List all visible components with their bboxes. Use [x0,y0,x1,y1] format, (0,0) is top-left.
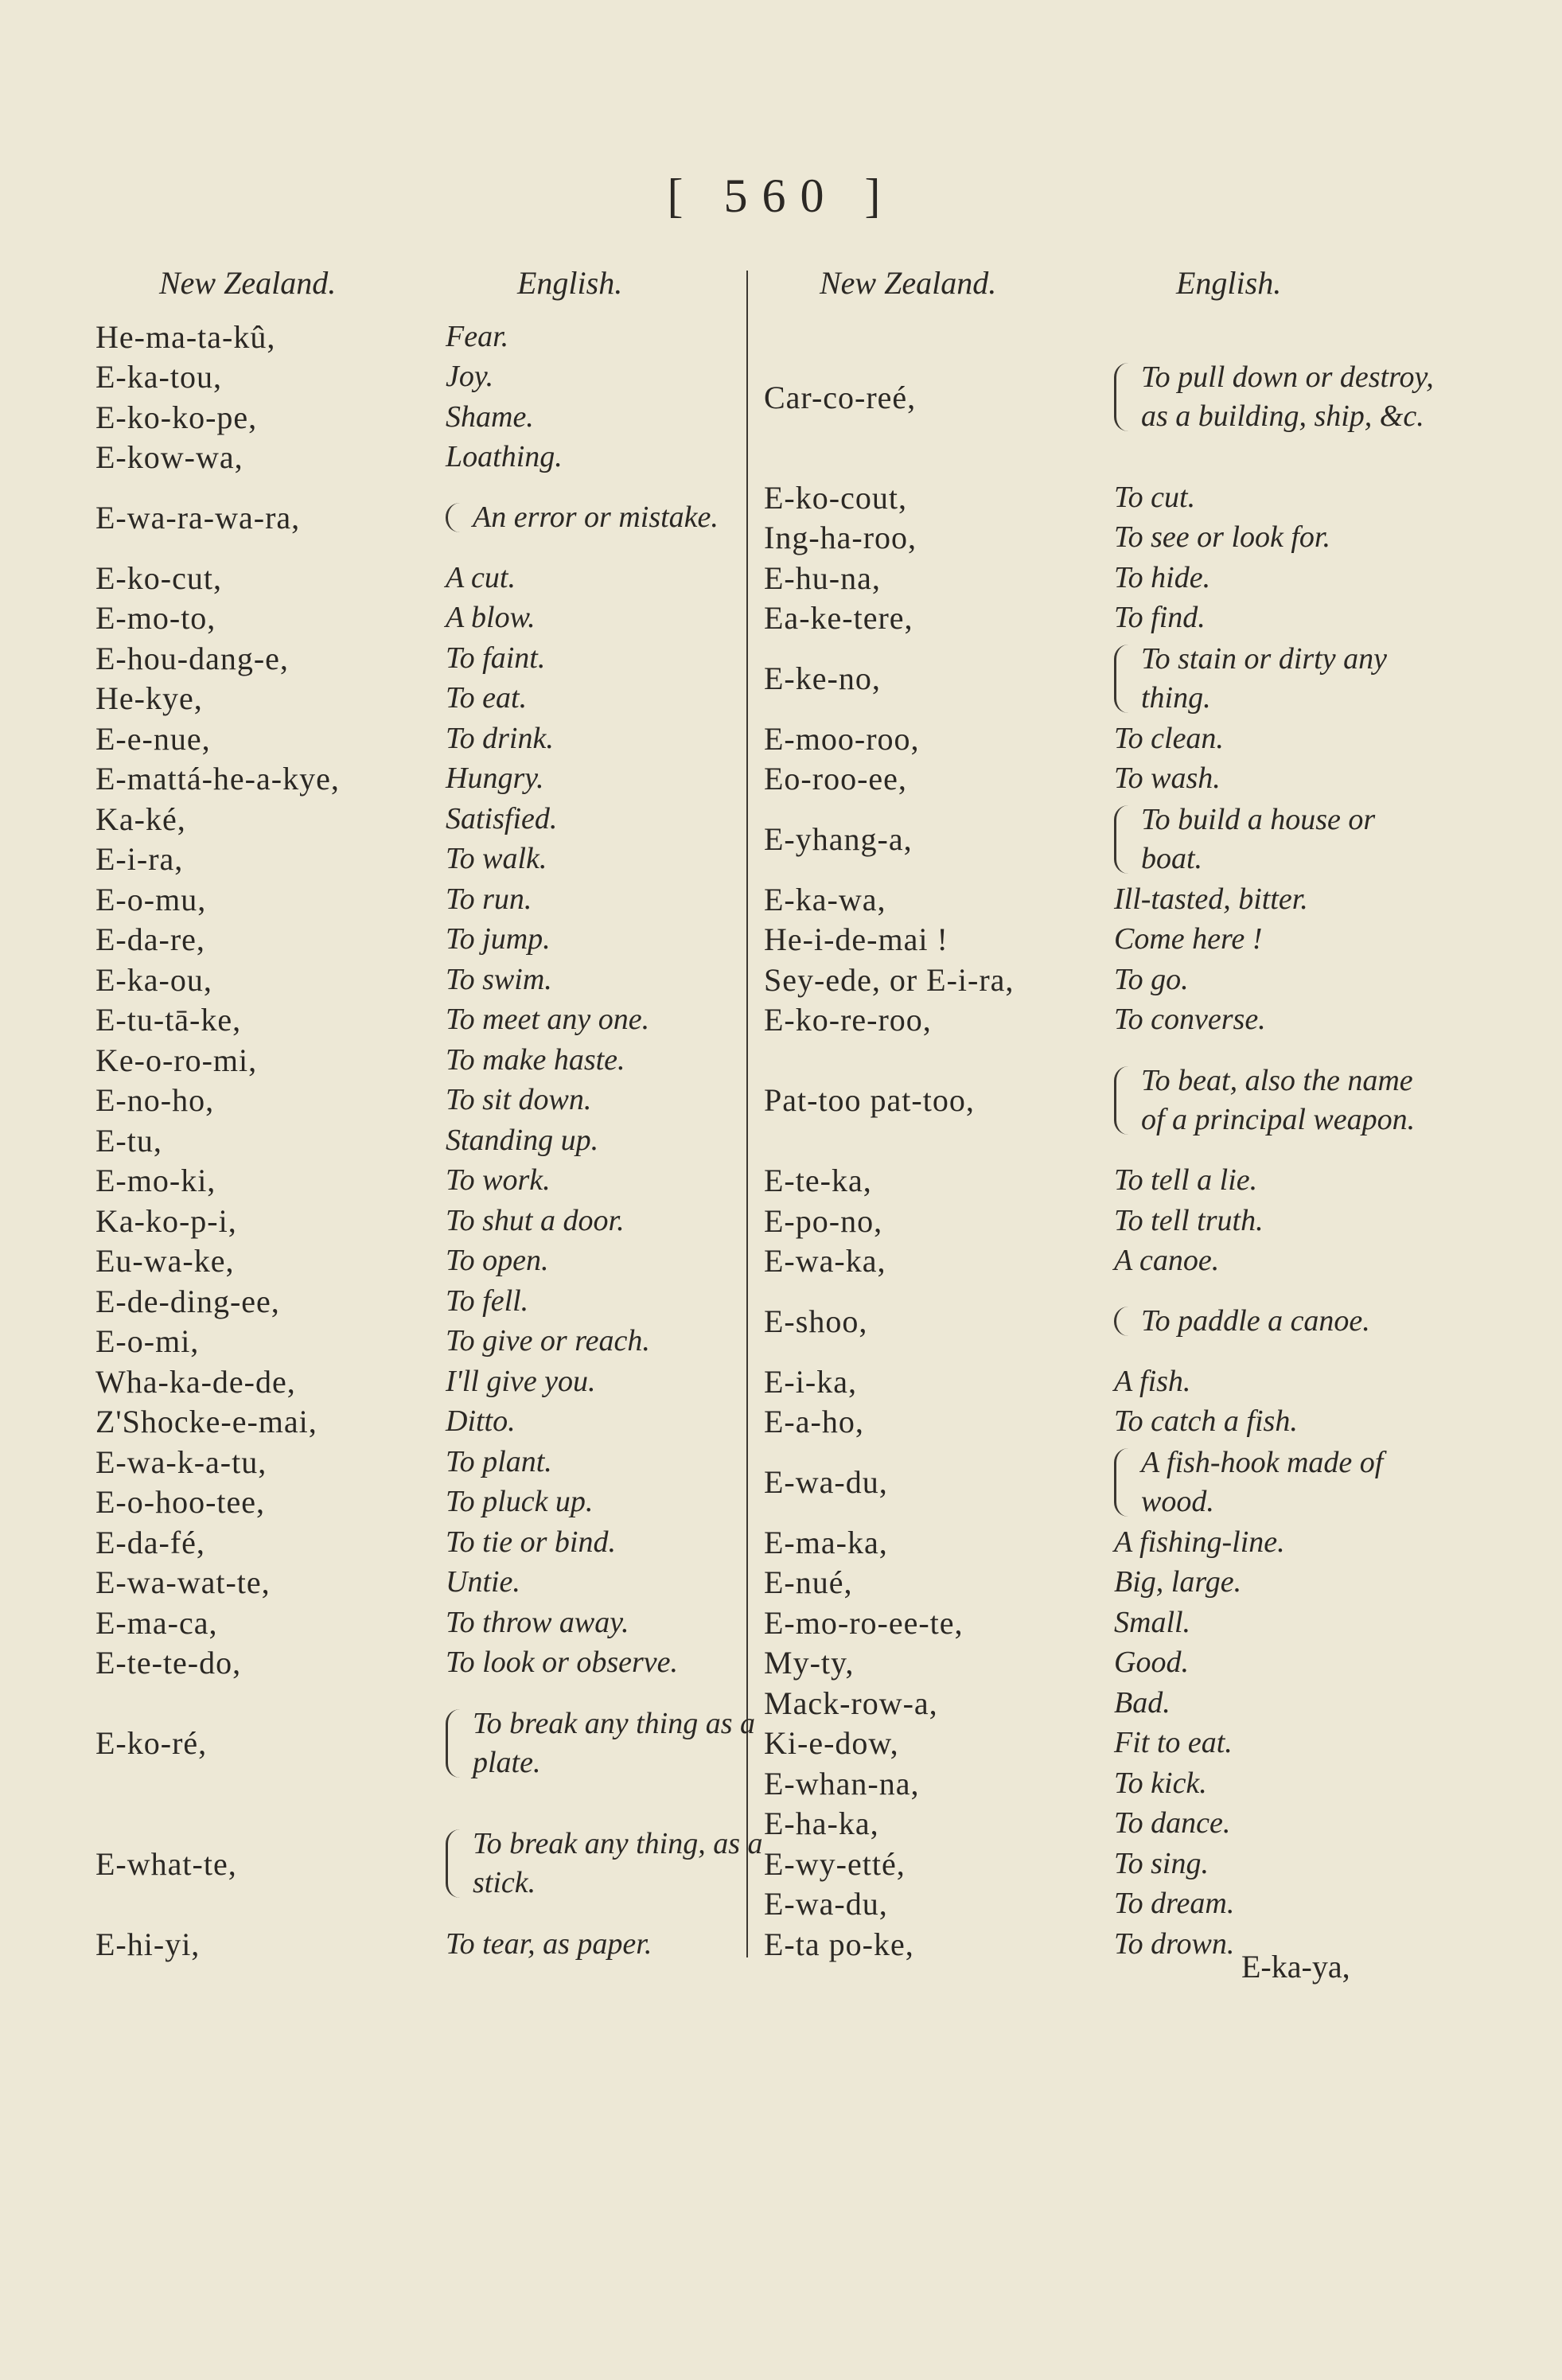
new-zealand-word: Pat-too pat-too, [764,1082,975,1119]
new-zealand-word: E-wa-du, [764,1886,888,1922]
vocab-entry [764,1643,1435,1684]
english-text: To wash. [1114,762,1221,796]
english-meaning [1114,759,1408,798]
new-zealand-word: E-a-ho, [764,1404,864,1440]
new-zealand-word: E-ha-ka, [764,1805,879,1842]
vocab-entry [764,1844,1435,1884]
english-text: To tear, as paper. [446,1926,652,1961]
new-zealand-word: E-moo-roo, [764,720,920,757]
vocab-entry [95,357,767,398]
new-zealand-word: E-what-te, [95,1845,237,1882]
vocab-entry [764,1563,1435,1603]
new-zealand-word: Ka-ko-p-i, [95,1202,237,1239]
vocab-entry [95,1563,767,1603]
english-meaning [446,1121,740,1160]
english-text: A fish. [1114,1364,1191,1398]
vocab-entry [95,960,767,1000]
english-meaning [1114,478,1408,517]
vocab-entry [764,558,1435,598]
new-zealand-word: E-shoo, [764,1303,868,1339]
new-zealand-word: My-ty, [764,1645,855,1681]
vocab-entry [95,1281,767,1322]
english-text: Joy. [446,360,494,394]
vocab-entry [95,1683,767,1804]
new-zealand-word: Ing-ha-roo, [764,520,917,556]
vocab-entry [764,518,1435,559]
english-meaning [446,1704,767,1782]
english-text: To faint. [446,641,546,675]
english-meaning [446,438,740,477]
new-zealand-word: He-i-de-mai ! [764,921,948,958]
vocab-entry [764,1763,1435,1804]
english-text: To make haste. [446,1042,625,1077]
vocab-entry [95,719,767,759]
new-zealand-word: Wha-ka-de-de, [95,1363,296,1400]
new-zealand-word: Eu-wa-ke, [95,1243,235,1280]
header-right-english: English. [1176,265,1282,301]
english-text: To pluck up. [446,1485,594,1519]
english-text: To hide. [1114,560,1211,594]
new-zealand-word: Sey-ede, or E-i-ra, [764,961,1015,998]
english-text: To tell truth. [1114,1203,1264,1237]
english-text: To see or look for. [1114,520,1331,555]
vocab-entry [764,1884,1435,1925]
vocab-entry [95,1442,767,1482]
vocab-entry [95,679,767,719]
english-text: A cut. [446,560,516,594]
new-zealand-word: E-de-ding-ee, [95,1283,280,1319]
vocab-entry [95,1643,767,1684]
english-meaning [446,1202,740,1241]
vocab-entry [95,1603,767,1643]
english-text: Bad. [1114,1685,1171,1720]
english-meaning [1114,960,1408,999]
right-vocabulary-list [764,317,1435,1965]
vocab-entry [764,477,1435,518]
brace [1114,805,1132,874]
english-text: Untie. [446,1565,520,1599]
new-zealand-word: E-mattá-he-a-kye, [95,761,340,797]
vocab-entry [95,638,767,679]
vocab-entry [764,1603,1435,1643]
english-meaning [1114,800,1435,878]
new-zealand-word: Eo-roo-ee, [764,761,907,797]
english-meaning [1114,1241,1408,1280]
new-zealand-word: E-kow-wa, [95,439,243,476]
english-meaning [1114,1724,1408,1763]
new-zealand-word: E-mo-ro-ee-te, [764,1604,964,1641]
english-meaning [446,598,740,637]
english-text: To shut a door. [446,1203,625,1237]
brace [446,1829,464,1898]
new-zealand-word: E-wa-wat-te, [95,1564,271,1601]
english-text: To clean. [1114,721,1224,755]
english-text: To jump. [446,922,551,956]
new-zealand-word: E-wa-k-a-tu, [95,1443,267,1480]
english-text: To dream. [1114,1887,1235,1921]
english-text: Ditto. [446,1404,516,1439]
brace [446,1709,464,1778]
new-zealand-word: E-o-mu, [95,881,207,917]
english-meaning [446,759,740,798]
english-meaning [446,1282,740,1321]
new-zealand-word: E-i-ka, [764,1363,857,1400]
english-text: To build a house or boat. [1141,802,1376,875]
english-meaning [446,639,740,678]
english-text: To swim. [446,962,552,996]
english-text: To meet any one. [446,1003,650,1037]
new-zealand-word: E-o-mi, [95,1323,200,1360]
english-meaning [446,880,740,919]
new-zealand-word: E-tu-tā-ke, [95,1002,242,1038]
new-zealand-word: E-i-ra, [95,841,184,878]
english-meaning [446,1482,740,1521]
english-meaning [446,1443,740,1482]
english-text: To eat. [446,681,528,715]
vocab-entry [764,1804,1435,1844]
vocab-entry [95,558,767,598]
english-text: To beat, also the name of a principal weapon. [1141,1063,1416,1136]
english-meaning [1114,1603,1408,1642]
english-meaning [1114,1302,1435,1341]
new-zealand-word: E-nué, [764,1564,853,1601]
english-text: To throw away. [446,1605,629,1639]
english-meaning [1114,518,1408,557]
vocab-entry [95,1361,767,1402]
vocab-entry [95,438,767,478]
brace [1114,363,1132,431]
english-meaning [1114,559,1408,598]
english-text: To break any thing, as a stick. [473,1827,763,1900]
new-zealand-word: E-ka-wa, [764,881,886,917]
vocab-entry [95,1161,767,1202]
english-meaning [446,1161,740,1200]
vocab-entry [764,1522,1435,1563]
new-zealand-word: E-ko-ré, [95,1725,208,1762]
english-meaning [446,1000,740,1039]
english-text: Fear. [446,319,509,353]
vocab-entry [764,1201,1435,1241]
english-text: To break any thing as a plate. [473,1706,756,1779]
new-zealand-word: E-ko-cout, [764,479,907,516]
vocab-entry [95,1000,767,1041]
english-meaning [1114,1202,1408,1241]
english-text: Hungry. [446,762,544,796]
vocab-entry [95,1402,767,1443]
english-text: An error or mistake. [473,501,719,534]
english-meaning [446,1322,740,1361]
vocab-entry [764,1683,1435,1724]
english-text: To give or reach. [446,1324,650,1358]
english-text: To open. [446,1244,549,1278]
english-text: Small. [1114,1605,1191,1639]
english-text: A canoe. [1114,1244,1220,1278]
english-meaning [446,1362,740,1401]
vocab-entry [95,477,767,558]
brace [446,503,464,532]
vocab-entry [764,1161,1435,1202]
english-meaning [1114,1443,1435,1521]
vocab-entry [95,799,767,839]
english-meaning [446,839,740,878]
new-zealand-word: E-hu-na, [764,559,881,596]
new-zealand-word: E-da-fé, [95,1524,205,1560]
vocab-entry [764,1241,1435,1282]
vocab-entry [764,598,1435,639]
vocab-entry [95,1040,767,1081]
new-zealand-word: He-ma-ta-kû, [95,318,276,355]
vocab-entry [95,1322,767,1362]
vocab-entry [95,1081,767,1121]
new-zealand-word: E-mo-to, [95,600,216,637]
new-zealand-word: Car-co-reé, [764,379,917,415]
english-meaning [1114,1563,1408,1602]
english-meaning [446,1925,740,1964]
vocab-entry [95,1804,767,1925]
english-meaning [1114,1362,1408,1401]
english-text: To cut. [1114,480,1196,514]
vocab-entry [764,1000,1435,1041]
english-meaning [446,1825,767,1903]
new-zealand-word: E-ko-re-roo, [764,1002,932,1038]
new-zealand-word: Z'Shocke-e-mai, [95,1404,317,1440]
new-zealand-word: E-hi-yi, [95,1926,201,1962]
header-right-new-zealand: New Zealand. [820,265,997,301]
english-text: To run. [446,882,532,916]
english-meaning [1114,1844,1408,1883]
english-text: To fell. [446,1283,529,1318]
english-meaning [446,559,740,598]
english-meaning [1114,1764,1408,1803]
new-zealand-word: He-kye, [95,680,203,717]
vocab-entry [95,1201,767,1241]
vocab-entry [764,638,1435,719]
vocab-entry [95,1120,767,1161]
english-meaning [1114,920,1408,959]
new-zealand-word: E-ma-ca, [95,1604,218,1641]
english-meaning [446,679,740,718]
vocab-entry [95,1924,767,1965]
english-meaning [446,1523,740,1562]
english-meaning [1114,719,1408,758]
english-text: Satisfied. [446,801,558,836]
english-meaning [1114,1804,1408,1843]
english-meaning [446,357,740,396]
vocab-entry [764,317,1435,477]
new-zealand-word: Ke-o-ro-mi, [95,1042,258,1078]
new-zealand-word: E-te-ka, [764,1163,872,1199]
brace [1114,645,1132,713]
left-vocabulary-list [95,317,767,1965]
english-text: To look or observe. [446,1646,679,1680]
vocab-entry [95,1482,767,1523]
english-text: Fit to eat. [1114,1726,1233,1760]
new-zealand-word: E-ke-no, [764,660,881,696]
vocab-entry [95,879,767,920]
english-text: I'll give you. [446,1364,596,1398]
english-text: To catch a fish. [1114,1404,1298,1439]
english-meaning [446,1041,740,1080]
new-zealand-word: E-yhang-a, [764,821,913,857]
vocab-entry [764,759,1435,800]
english-text: To dance. [1114,1806,1231,1841]
vocab-entry [95,759,767,800]
new-zealand-word: E-ko-cut, [95,559,222,596]
new-zealand-word: Mack-row-a, [764,1685,938,1721]
english-text: To pull down or destroy, as a building, ship, &c. [1141,360,1434,433]
english-meaning [1114,640,1435,718]
english-text: To sing. [1114,1846,1209,1880]
new-zealand-word: E-da-re, [95,921,205,958]
english-meaning [1114,1000,1408,1039]
new-zealand-word: Ka-ké, [95,800,186,837]
english-meaning [1114,1523,1408,1562]
english-meaning [446,398,740,437]
english-meaning [1114,1884,1408,1923]
english-meaning [1114,1643,1408,1682]
english-text: Standing up. [446,1123,599,1157]
header-left-new-zealand: New Zealand. [159,265,337,301]
new-zealand-word: E-mo-ki, [95,1163,216,1199]
english-meaning [446,1402,740,1441]
english-text: To sit down. [446,1083,592,1117]
english-meaning [1114,598,1408,637]
english-meaning [446,1563,740,1602]
new-zealand-word: Ki-e-dow, [764,1725,899,1762]
english-meaning [1114,358,1435,436]
english-meaning [1114,1161,1408,1200]
vocab-entry [95,1241,767,1282]
english-text: Big, large. [1114,1565,1242,1599]
vocab-entry [764,1040,1435,1161]
new-zealand-word: E-wa-ka, [764,1243,886,1280]
english-meaning [1114,1402,1408,1441]
vocab-entry [764,879,1435,920]
vocab-entry [764,719,1435,759]
english-meaning [446,1643,740,1682]
new-zealand-word: E-hou-dang-e, [95,640,289,676]
vocab-entry [764,1402,1435,1443]
english-text: To go. [1114,962,1189,996]
new-zealand-word: E-ka-ou, [95,961,212,998]
english-text: To drink. [446,721,554,755]
english-text: To plant. [446,1444,552,1478]
english-text: A fishing-line. [1114,1525,1285,1559]
brace [1114,1307,1132,1336]
vocab-entry [95,1522,767,1563]
english-text: A fish-hook made of wood. [1141,1445,1384,1518]
vocab-entry [764,920,1435,960]
english-text: Ill-tasted, bitter. [1114,882,1308,916]
header-left-english: English. [517,265,623,301]
new-zealand-word: E-no-ho, [95,1082,215,1119]
english-meaning [446,317,740,356]
vocab-entry [764,1361,1435,1402]
brace [1114,1448,1132,1517]
english-meaning [446,719,740,758]
english-meaning [446,920,740,959]
new-zealand-word: E-wa-ra-wa-ra, [95,500,301,536]
vocab-entry [764,960,1435,1000]
new-zealand-word: E-wa-du, [764,1464,888,1500]
new-zealand-word: Ea-ke-tere, [764,600,913,637]
new-zealand-word: E-o-hoo-tee, [95,1484,266,1521]
new-zealand-word: E-wy-etté, [764,1845,906,1882]
english-text: A blow. [446,601,536,635]
english-meaning [446,498,767,537]
new-zealand-word: E-tu, [95,1122,162,1159]
new-zealand-word: E-po-no, [764,1202,883,1239]
english-text: Shame. [446,399,534,434]
english-text: To kick. [1114,1766,1207,1800]
english-meaning [446,1241,740,1280]
brace [1114,1066,1132,1135]
vocab-entry [95,317,767,357]
english-meaning [446,800,740,839]
vocab-entry [764,799,1435,879]
english-meaning [446,960,740,999]
vocab-entry [764,1724,1435,1764]
english-text: To find. [1114,601,1206,635]
new-zealand-word: E-ta po-ke, [764,1926,914,1962]
new-zealand-word: E-e-nue, [95,720,211,757]
english-text: To tie or bind. [446,1525,616,1559]
english-text: To stain or dirty any thing. [1141,641,1387,715]
english-meaning [1114,1684,1408,1723]
vocab-entry [95,920,767,960]
vocab-entry [95,397,767,438]
vocab-entry [95,598,767,639]
english-text: To work. [446,1163,551,1198]
english-text: To walk. [446,842,547,876]
new-zealand-word: E-ko-ko-pe, [95,399,258,435]
new-zealand-word: E-whan-na, [764,1765,920,1802]
new-zealand-word: E-te-te-do, [95,1645,242,1681]
english-text: To drown. [1114,1926,1235,1961]
vocab-entry [95,839,767,880]
vocab-entry [764,1442,1435,1522]
vocab-entry [764,1281,1435,1361]
english-text: Come here ! [1114,922,1263,956]
page-number: [ 560 ] [667,169,895,222]
english-text: Loathing. [446,440,563,474]
english-text: Good. [1114,1646,1189,1680]
new-zealand-word: E-ka-tou, [95,359,222,395]
new-zealand-word: E-ma-ka, [764,1524,888,1560]
english-meaning [1114,1061,1435,1139]
catchword: E-ka-ya, [1241,1949,1350,1985]
english-meaning [446,1081,740,1120]
english-meaning [446,1603,740,1642]
english-text: To converse. [1114,1003,1266,1037]
english-text: To tell a lie. [1114,1163,1258,1198]
english-text: To paddle a canoe. [1141,1304,1370,1338]
english-meaning [1114,880,1408,919]
